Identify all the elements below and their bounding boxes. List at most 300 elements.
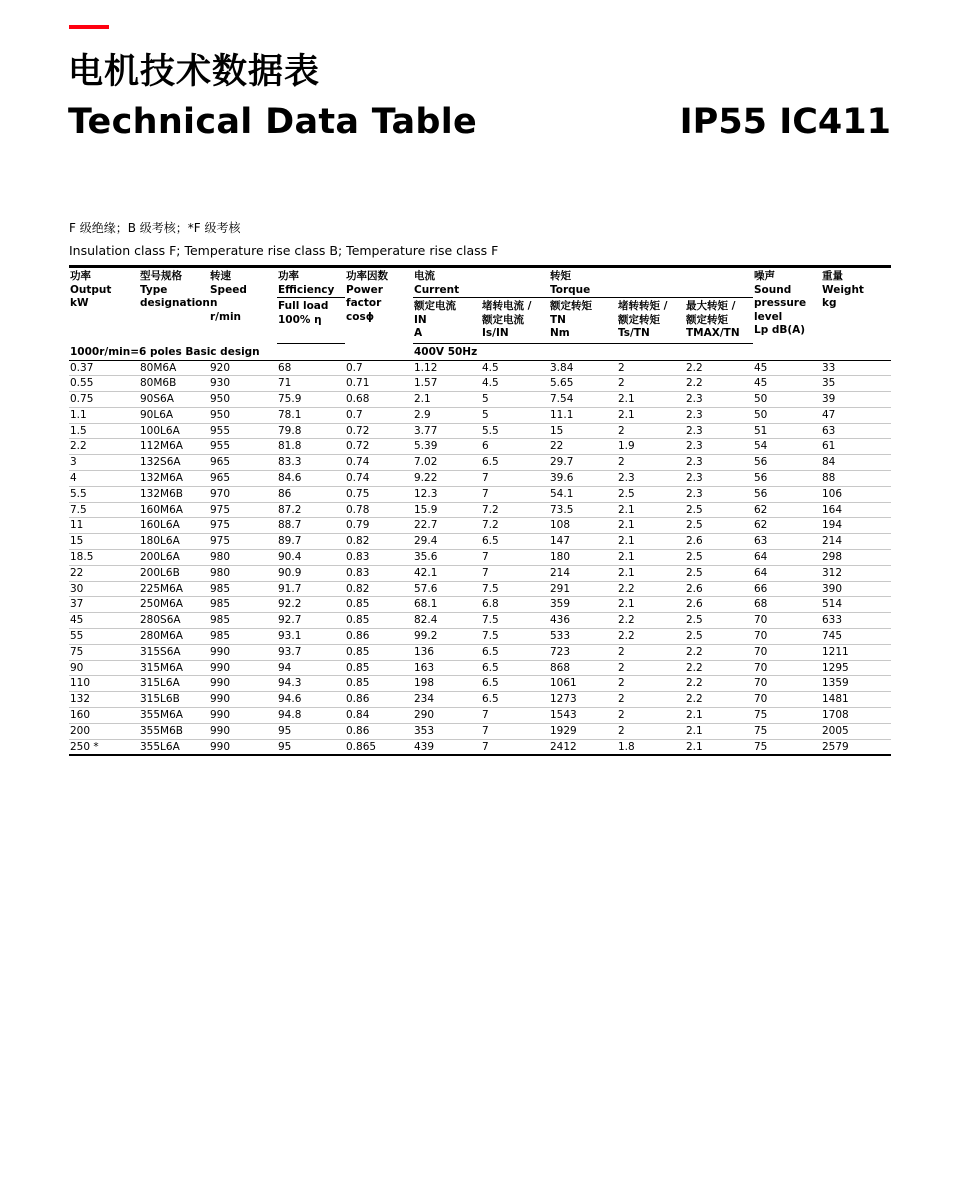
cell-locked-torque-ratio: 2.1: [617, 518, 685, 534]
cell-output: 0.37: [69, 360, 139, 376]
col-max-torque-header: 最大转矩 / 额定转矩 TMAX/TN: [685, 298, 753, 344]
cell-weight: 390: [821, 581, 891, 597]
cell-efficiency: 93.7: [277, 644, 345, 660]
cell-rated-current: 290: [413, 708, 481, 724]
cell-locked-torque-ratio: 2: [617, 676, 685, 692]
cell-speed: 950: [209, 407, 277, 423]
cell-power-factor: 0.71: [345, 376, 413, 392]
cell-power-factor: 0.85: [345, 613, 413, 629]
cell-sound-level: 62: [753, 518, 821, 534]
cell-rated-current: 68.1: [413, 597, 481, 613]
col-weight-header: 重量 Weight kg: [821, 267, 891, 344]
cell-max-torque-ratio: 2.6: [685, 597, 753, 613]
cell-weight: 88: [821, 471, 891, 487]
cell-type: 355M6A: [139, 708, 209, 724]
cell-efficiency: 94.3: [277, 676, 345, 692]
cell-power-factor: 0.86: [345, 629, 413, 645]
cell-sound-level: 45: [753, 360, 821, 376]
cell-max-torque-ratio: 2.3: [685, 471, 753, 487]
cell-rated-torque: 7.54: [549, 392, 617, 408]
cell-sound-level: 50: [753, 392, 821, 408]
cell-speed: 990: [209, 739, 277, 755]
table-row: [69, 644, 891, 660]
cell-rated-torque: 108: [549, 518, 617, 534]
cell-type: 100L6A: [139, 423, 209, 439]
cell-type: 200L6A: [139, 550, 209, 566]
cell-weight: 1708: [821, 708, 891, 724]
cell-locked-torque-ratio: 2.2: [617, 613, 685, 629]
cell-power-factor: 0.82: [345, 534, 413, 550]
cell-sound-level: 54: [753, 439, 821, 455]
cell-type: 180L6A: [139, 534, 209, 550]
cell-sound-level: 70: [753, 660, 821, 676]
cell-weight: 63: [821, 423, 891, 439]
cell-sound-level: 64: [753, 565, 821, 581]
cell-locked-current-ratio: 4.5: [481, 376, 549, 392]
cell-locked-current-ratio: 7.5: [481, 581, 549, 597]
cell-type: 315S6A: [139, 644, 209, 660]
col-sound-header: 噪声 Sound pressure level Lp dB(A): [753, 267, 821, 344]
cell-rated-current: 439: [413, 739, 481, 755]
cell-sound-level: 75: [753, 708, 821, 724]
cell-efficiency: 95: [277, 739, 345, 755]
cell-type: 250M6A: [139, 597, 209, 613]
cell-output: 75: [69, 644, 139, 660]
cell-weight: 1211: [821, 644, 891, 660]
table-row: [69, 660, 891, 676]
table-row: [69, 455, 891, 471]
cell-speed: 990: [209, 692, 277, 708]
cell-max-torque-ratio: 2.2: [685, 692, 753, 708]
cell-sound-level: 70: [753, 676, 821, 692]
col-locked-current-header: 堵转电流 / 额定电流 Is/IN: [481, 298, 549, 344]
col-output-header: 功率 Output kW: [69, 267, 139, 344]
col-efficiency-sub-header: Full load 100% η: [277, 298, 345, 344]
cell-weight: 164: [821, 502, 891, 518]
table-row: [69, 471, 891, 487]
cell-type: 280M6A: [139, 629, 209, 645]
cell-power-factor: 0.74: [345, 471, 413, 487]
cell-rated-current: 99.2: [413, 629, 481, 645]
cell-efficiency: 86: [277, 486, 345, 502]
cell-locked-torque-ratio: 2: [617, 692, 685, 708]
cell-efficiency: 92.7: [277, 613, 345, 629]
cell-sound-level: 70: [753, 644, 821, 660]
table-row: [69, 502, 891, 518]
cell-output: 7.5: [69, 502, 139, 518]
cell-power-factor: 0.83: [345, 550, 413, 566]
cell-speed: 985: [209, 629, 277, 645]
cell-efficiency: 81.8: [277, 439, 345, 455]
cell-weight: 33: [821, 360, 891, 376]
cell-rated-current: 5.39: [413, 439, 481, 455]
cell-rated-current: 234: [413, 692, 481, 708]
cell-output: 22: [69, 565, 139, 581]
cell-locked-current-ratio: 7: [481, 565, 549, 581]
cell-power-factor: 0.85: [345, 644, 413, 660]
cell-weight: 39: [821, 392, 891, 408]
cell-weight: 1481: [821, 692, 891, 708]
cell-speed: 975: [209, 518, 277, 534]
cell-rated-torque: 11.1: [549, 407, 617, 423]
cell-speed: 980: [209, 550, 277, 566]
cell-locked-torque-ratio: 1.9: [617, 439, 685, 455]
cell-speed: 990: [209, 708, 277, 724]
cell-max-torque-ratio: 2.2: [685, 676, 753, 692]
cell-weight: 1359: [821, 676, 891, 692]
cell-locked-current-ratio: 7: [481, 739, 549, 755]
cell-sound-level: 56: [753, 455, 821, 471]
cell-locked-current-ratio: 7.2: [481, 502, 549, 518]
cell-type: 160L6A: [139, 518, 209, 534]
cell-locked-current-ratio: 5: [481, 407, 549, 423]
cell-locked-current-ratio: 6.8: [481, 597, 549, 613]
cell-output: 4: [69, 471, 139, 487]
cell-output: 37: [69, 597, 139, 613]
cell-sound-level: 66: [753, 581, 821, 597]
cell-sound-level: 63: [753, 534, 821, 550]
cell-output: 1.5: [69, 423, 139, 439]
cell-power-factor: 0.83: [345, 565, 413, 581]
cell-max-torque-ratio: 2.6: [685, 581, 753, 597]
cell-max-torque-ratio: 2.3: [685, 407, 753, 423]
cell-type: 132S6A: [139, 455, 209, 471]
cell-output: 1.1: [69, 407, 139, 423]
cell-rated-torque: 1273: [549, 692, 617, 708]
cell-locked-torque-ratio: 1.8: [617, 739, 685, 755]
cell-type: 90L6A: [139, 407, 209, 423]
table-row: [69, 565, 891, 581]
cell-max-torque-ratio: 2.3: [685, 423, 753, 439]
table-row: [69, 360, 891, 376]
cell-locked-torque-ratio: 2: [617, 455, 685, 471]
table-row: [69, 613, 891, 629]
cell-max-torque-ratio: 2.5: [685, 565, 753, 581]
cell-max-torque-ratio: 2.3: [685, 439, 753, 455]
cell-weight: 47: [821, 407, 891, 423]
cell-power-factor: 0.865: [345, 739, 413, 755]
cell-rated-current: 7.02: [413, 455, 481, 471]
cell-speed: 990: [209, 660, 277, 676]
cell-sound-level: 56: [753, 471, 821, 487]
table-row: [69, 407, 891, 423]
cell-rated-torque: 214: [549, 565, 617, 581]
cell-locked-torque-ratio: 2.1: [617, 407, 685, 423]
cell-rated-current: 22.7: [413, 518, 481, 534]
cell-output: 18.5: [69, 550, 139, 566]
cell-type: 80M6A: [139, 360, 209, 376]
cell-output: 45: [69, 613, 139, 629]
accent-bar: [69, 25, 109, 29]
cell-type: 225M6A: [139, 581, 209, 597]
cell-rated-torque: 3.84: [549, 360, 617, 376]
cell-locked-current-ratio: 6.5: [481, 660, 549, 676]
cell-efficiency: 91.7: [277, 581, 345, 597]
cell-rated-torque: 39.6: [549, 471, 617, 487]
cell-max-torque-ratio: 2.5: [685, 502, 753, 518]
table-row: [69, 534, 891, 550]
cell-output: 200: [69, 723, 139, 739]
insulation-note-en: Insulation class F; Temperature rise class B; Temperature rise class F: [69, 243, 499, 258]
cell-output: 30: [69, 581, 139, 597]
cell-type: 280S6A: [139, 613, 209, 629]
cell-max-torque-ratio: 2.6: [685, 534, 753, 550]
col-efficiency-header: 功率 Efficiency: [277, 267, 345, 298]
table-row: [69, 376, 891, 392]
cell-efficiency: 95: [277, 723, 345, 739]
cell-power-factor: 0.82: [345, 581, 413, 597]
cell-rated-torque: 73.5: [549, 502, 617, 518]
cell-max-torque-ratio: 2.5: [685, 613, 753, 629]
cell-rated-current: 1.57: [413, 376, 481, 392]
cell-locked-torque-ratio: 2.2: [617, 629, 685, 645]
table-row: [69, 581, 891, 597]
cell-locked-torque-ratio: 2.1: [617, 502, 685, 518]
cell-speed: 965: [209, 471, 277, 487]
cell-weight: 633: [821, 613, 891, 629]
cell-efficiency: 75.9: [277, 392, 345, 408]
cell-max-torque-ratio: 2.2: [685, 360, 753, 376]
cell-output: 55: [69, 629, 139, 645]
protection-rating: IP55 IC411: [679, 102, 891, 142]
cell-speed: 985: [209, 613, 277, 629]
table-row: [69, 597, 891, 613]
cell-power-factor: 0.72: [345, 439, 413, 455]
cell-speed: 950: [209, 392, 277, 408]
cell-type: 200L6B: [139, 565, 209, 581]
cell-type: 355M6B: [139, 723, 209, 739]
cell-rated-current: 163: [413, 660, 481, 676]
cell-speed: 990: [209, 676, 277, 692]
table-row: [69, 723, 891, 739]
cell-rated-current: 3.77: [413, 423, 481, 439]
cell-output: 90: [69, 660, 139, 676]
cell-max-torque-ratio: 2.5: [685, 550, 753, 566]
cell-speed: 985: [209, 597, 277, 613]
cell-efficiency: 87.2: [277, 502, 345, 518]
cell-locked-current-ratio: 5.5: [481, 423, 549, 439]
cell-speed: 975: [209, 534, 277, 550]
cell-rated-torque: 533: [549, 629, 617, 645]
page-title-en: Technical Data Table: [68, 102, 478, 142]
col-torque-group-header: 转矩 Torque: [549, 267, 753, 298]
cell-sound-level: 56: [753, 486, 821, 502]
cell-output: 110: [69, 676, 139, 692]
cell-power-factor: 0.86: [345, 692, 413, 708]
cell-speed: 965: [209, 455, 277, 471]
cell-type: 112M6A: [139, 439, 209, 455]
cell-power-factor: 0.7: [345, 407, 413, 423]
cell-efficiency: 78.1: [277, 407, 345, 423]
cell-locked-current-ratio: 6.5: [481, 534, 549, 550]
cell-locked-torque-ratio: 2.1: [617, 565, 685, 581]
cell-power-factor: 0.85: [345, 676, 413, 692]
cell-sound-level: 75: [753, 739, 821, 755]
cell-weight: 106: [821, 486, 891, 502]
cell-weight: 2579: [821, 739, 891, 755]
cell-power-factor: 0.72: [345, 423, 413, 439]
cell-type: 90S6A: [139, 392, 209, 408]
cell-locked-torque-ratio: 2: [617, 660, 685, 676]
cell-rated-current: 1.12: [413, 360, 481, 376]
table-row: [69, 486, 891, 502]
cell-power-factor: 0.75: [345, 486, 413, 502]
cell-type: 160M6A: [139, 502, 209, 518]
cell-power-factor: 0.78: [345, 502, 413, 518]
cell-speed: 980: [209, 565, 277, 581]
cell-type: 315L6B: [139, 692, 209, 708]
insulation-note-cn: F 级绝缘；B 级考核；*F 级考核: [69, 221, 241, 235]
cell-locked-torque-ratio: 2: [617, 644, 685, 660]
cell-efficiency: 68: [277, 360, 345, 376]
cell-max-torque-ratio: 2.1: [685, 708, 753, 724]
table-row: [69, 518, 891, 534]
cell-speed: 975: [209, 502, 277, 518]
cell-type: 80M6B: [139, 376, 209, 392]
cell-output: 3: [69, 455, 139, 471]
cell-rated-current: 57.6: [413, 581, 481, 597]
cell-locked-current-ratio: 7: [481, 486, 549, 502]
col-current-group-header: 电流 Current: [413, 267, 549, 298]
cell-locked-current-ratio: 7: [481, 471, 549, 487]
cell-rated-current: 136: [413, 644, 481, 660]
table-row: [69, 550, 891, 566]
cell-efficiency: 94.8: [277, 708, 345, 724]
cell-weight: 214: [821, 534, 891, 550]
cell-locked-torque-ratio: 2: [617, 723, 685, 739]
cell-speed: 985: [209, 581, 277, 597]
cell-speed: 990: [209, 723, 277, 739]
cell-rated-current: 198: [413, 676, 481, 692]
cell-sound-level: 70: [753, 613, 821, 629]
cell-rated-torque: 723: [549, 644, 617, 660]
cell-weight: 2005: [821, 723, 891, 739]
cell-output: 15: [69, 534, 139, 550]
cell-efficiency: 92.2: [277, 597, 345, 613]
cell-weight: 1295: [821, 660, 891, 676]
cell-locked-current-ratio: 7: [481, 708, 549, 724]
cell-rated-torque: 359: [549, 597, 617, 613]
cell-output: 0.75: [69, 392, 139, 408]
cell-locked-current-ratio: 6.5: [481, 644, 549, 660]
cell-rated-current: 9.22: [413, 471, 481, 487]
cell-efficiency: 88.7: [277, 518, 345, 534]
cell-power-factor: 0.68: [345, 392, 413, 408]
cell-sound-level: 75: [753, 723, 821, 739]
cell-locked-current-ratio: 6: [481, 439, 549, 455]
cell-rated-torque: 291: [549, 581, 617, 597]
cell-rated-current: 42.1: [413, 565, 481, 581]
cell-weight: 514: [821, 597, 891, 613]
cell-rated-torque: 180: [549, 550, 617, 566]
table-row: [69, 708, 891, 724]
cell-power-factor: 0.7: [345, 360, 413, 376]
cell-rated-current: 2.1: [413, 392, 481, 408]
col-type-header: 型号规格 Type designation: [139, 267, 209, 344]
cell-locked-current-ratio: 7.5: [481, 613, 549, 629]
cell-power-factor: 0.84: [345, 708, 413, 724]
cell-max-torque-ratio: 2.3: [685, 392, 753, 408]
cell-sound-level: 70: [753, 692, 821, 708]
cell-max-torque-ratio: 2.3: [685, 455, 753, 471]
cell-weight: 61: [821, 439, 891, 455]
cell-rated-torque: 5.65: [549, 376, 617, 392]
cell-rated-torque: 54.1: [549, 486, 617, 502]
cell-speed: 930: [209, 376, 277, 392]
page-title-cn: 电机技术数据表: [68, 52, 321, 92]
cell-locked-torque-ratio: 2.2: [617, 581, 685, 597]
cell-output: 250 *: [69, 739, 139, 755]
cell-locked-torque-ratio: 2.5: [617, 486, 685, 502]
cell-locked-torque-ratio: 2: [617, 376, 685, 392]
cell-max-torque-ratio: 2.2: [685, 660, 753, 676]
cell-rated-torque: 1543: [549, 708, 617, 724]
cell-efficiency: 89.7: [277, 534, 345, 550]
cell-locked-current-ratio: 7.2: [481, 518, 549, 534]
cell-efficiency: 71: [277, 376, 345, 392]
table-row: [69, 676, 891, 692]
cell-max-torque-ratio: 2.3: [685, 486, 753, 502]
cell-max-torque-ratio: 2.5: [685, 629, 753, 645]
cell-weight: 194: [821, 518, 891, 534]
cell-sound-level: 62: [753, 502, 821, 518]
cell-sound-level: 70: [753, 629, 821, 645]
cell-type: 315M6A: [139, 660, 209, 676]
cell-rated-torque: 15: [549, 423, 617, 439]
cell-power-factor: 0.85: [345, 660, 413, 676]
cell-weight: 298: [821, 550, 891, 566]
cell-speed: 955: [209, 439, 277, 455]
cell-locked-current-ratio: 7.5: [481, 629, 549, 645]
cell-speed: 920: [209, 360, 277, 376]
cell-efficiency: 84.6: [277, 471, 345, 487]
section-supply: 400V 50Hz: [413, 343, 891, 360]
cell-type: 132M6B: [139, 486, 209, 502]
cell-max-torque-ratio: 2.5: [685, 518, 753, 534]
cell-locked-torque-ratio: 2.1: [617, 392, 685, 408]
cell-sound-level: 64: [753, 550, 821, 566]
cell-weight: 84: [821, 455, 891, 471]
cell-rated-current: 15.9: [413, 502, 481, 518]
cell-sound-level: 45: [753, 376, 821, 392]
table-row: [69, 423, 891, 439]
cell-locked-current-ratio: 5: [481, 392, 549, 408]
cell-rated-current: 82.4: [413, 613, 481, 629]
cell-locked-current-ratio: 7: [481, 550, 549, 566]
cell-locked-torque-ratio: 2: [617, 360, 685, 376]
cell-rated-current: 2.9: [413, 407, 481, 423]
cell-speed: 955: [209, 423, 277, 439]
cell-sound-level: 68: [753, 597, 821, 613]
cell-max-torque-ratio: 2.1: [685, 739, 753, 755]
cell-rated-torque: 868: [549, 660, 617, 676]
cell-locked-torque-ratio: 2.1: [617, 534, 685, 550]
cell-efficiency: 79.8: [277, 423, 345, 439]
cell-rated-torque: 1929: [549, 723, 617, 739]
table-row: [69, 739, 891, 755]
cell-locked-torque-ratio: 2.1: [617, 597, 685, 613]
cell-rated-current: 12.3: [413, 486, 481, 502]
cell-rated-torque: 22: [549, 439, 617, 455]
col-speed-header: 转速 Speed n r/min: [209, 267, 277, 344]
cell-efficiency: 90.9: [277, 565, 345, 581]
cell-power-factor: 0.79: [345, 518, 413, 534]
col-locked-torque-header: 堵转转矩 / 额定转矩 Ts/TN: [617, 298, 685, 344]
cell-rated-current: 29.4: [413, 534, 481, 550]
cell-locked-torque-ratio: 2: [617, 708, 685, 724]
cell-locked-torque-ratio: 2.3: [617, 471, 685, 487]
cell-locked-torque-ratio: 2: [617, 423, 685, 439]
